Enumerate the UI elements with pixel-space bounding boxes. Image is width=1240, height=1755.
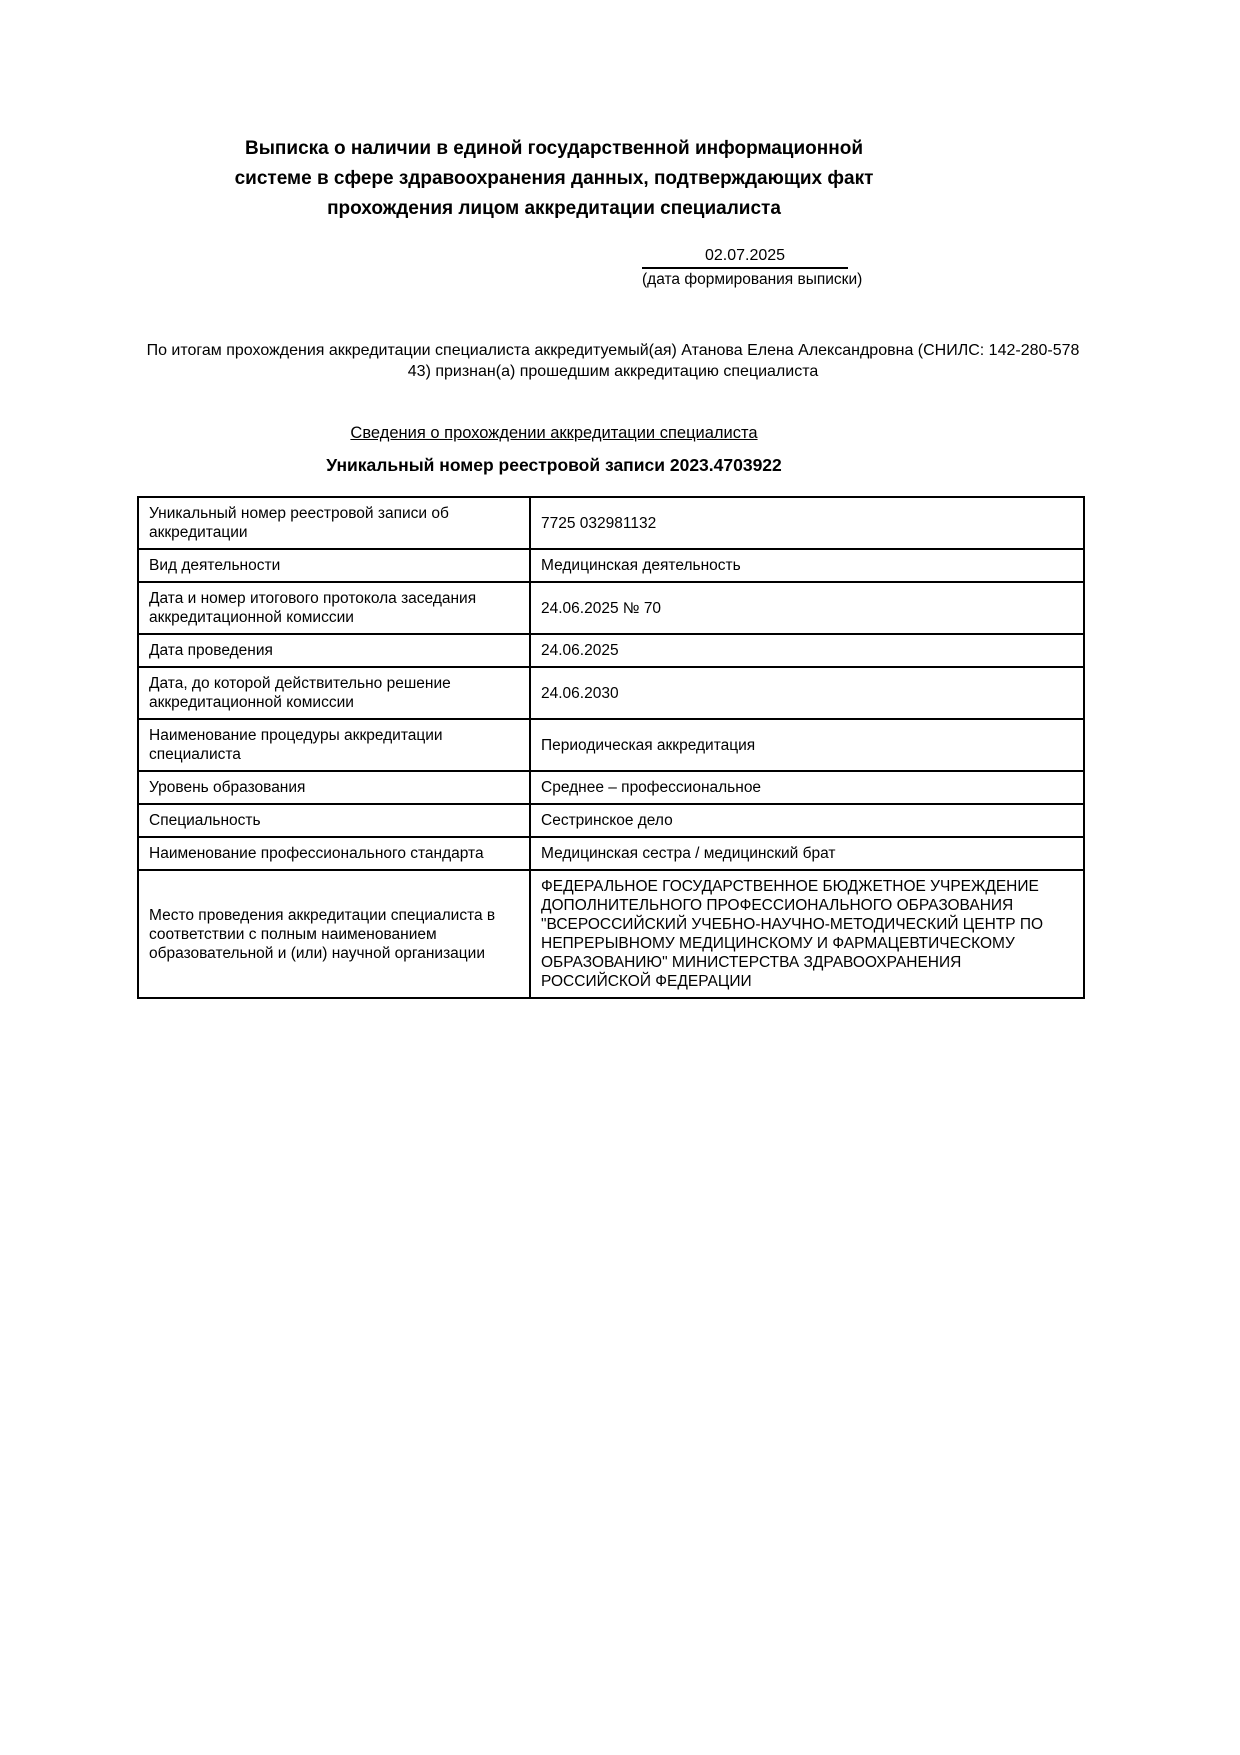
row-value: 24.06.2030 bbox=[530, 667, 1084, 719]
row-value: 24.06.2025 № 70 bbox=[530, 582, 1084, 634]
row-label: Вид деятельности bbox=[138, 549, 530, 582]
section-heading-text: Сведения о прохождении аккредитации специалиста bbox=[350, 424, 758, 442]
section-heading bbox=[137, 424, 971, 443]
row-label: Дата проведения bbox=[138, 634, 530, 667]
table-row bbox=[138, 634, 1084, 667]
table-row bbox=[138, 582, 1084, 634]
table-row bbox=[138, 837, 1084, 870]
table-row bbox=[138, 804, 1084, 837]
row-label: Наименование профессионального стандарта bbox=[138, 837, 530, 870]
table-row bbox=[138, 719, 1084, 771]
row-value: 7725 032981132 bbox=[530, 497, 1084, 549]
accreditation-table bbox=[137, 496, 1085, 999]
row-value: ФЕДЕРАЛЬНОЕ ГОСУДАРСТВЕННОЕ БЮДЖЕТНОЕ УЧРЕЖДЕНИЕ ДОПОЛНИТЕЛЬНОГО ПРОФЕССИОНАЛЬНОГО ОБРАЗОВАНИЯ "ВСЕРОССИЙСКИЙ УЧЕБНО-НАУЧНО-МЕТОДИЧЕСКИЙ ЦЕНТР ПО НЕПРЕРЫВНОМУ МЕДИЦИНСКОМУ И ФАРМАЦЕВТИЧЕСКОМУ ОБРАЗОВАНИЮ" МИНИСТЕРСТВА ЗДРАВООХРАНЕНИЯ РОССИЙСКОЙ ФЕДЕРАЦИИ bbox=[530, 870, 1084, 998]
document-title-line: системе в сфере здравоохранения данных, подтверждающих факт bbox=[234, 168, 874, 189]
row-label: Наименование процедуры аккредитации специалиста bbox=[138, 719, 530, 771]
table-row bbox=[138, 497, 1084, 549]
row-value: 24.06.2025 bbox=[530, 634, 1084, 667]
accreditation-summary-paragraph: По итогам прохождения аккредитации специалиста аккредитуемый(ая) Атанова Елена Александровна (СНИЛС: 142-280-578 43) признан(а) прошедшим аккредитацию специалиста bbox=[146, 342, 1080, 380]
document-title-line: Выписка о наличии в единой государственной информационной bbox=[244, 138, 864, 159]
issue-date-caption: (дата формирования выписки) bbox=[642, 271, 863, 288]
row-value: Сестринское дело bbox=[530, 804, 1084, 837]
row-value: Медицинская деятельность bbox=[530, 549, 1084, 582]
table-row bbox=[138, 771, 1084, 804]
row-label: Уникальный номер реестровой записи об аккредитации bbox=[138, 497, 530, 549]
row-label: Место проведения аккредитации специалиста в соответствии с полным наименованием образовательной и (или) научной организации bbox=[138, 870, 530, 998]
registry-number-heading: Уникальный номер реестровой записи 2023.4703922 bbox=[326, 455, 782, 475]
row-label: Уровень образования bbox=[138, 771, 530, 804]
document-title bbox=[137, 134, 971, 224]
table-row bbox=[138, 549, 1084, 582]
table-row bbox=[138, 667, 1084, 719]
row-label: Дата и номер итогового протокола заседания аккредитационной комиссии bbox=[138, 582, 530, 634]
row-value: Медицинская сестра / медицинский брат bbox=[530, 837, 1084, 870]
issue-date-block bbox=[642, 247, 863, 289]
row-label: Специальность bbox=[138, 804, 530, 837]
row-label: Дата, до которой действительно решение аккредитационной комиссии bbox=[138, 667, 530, 719]
document-title-line: прохождения лицом аккредитации специалиста bbox=[327, 198, 781, 219]
row-value: Периодическая аккредитация bbox=[530, 719, 1084, 771]
issue-date-value: 02.07.2025 bbox=[642, 247, 848, 269]
row-value: Среднее – профессиональное bbox=[530, 771, 1084, 804]
table-row bbox=[138, 870, 1084, 998]
